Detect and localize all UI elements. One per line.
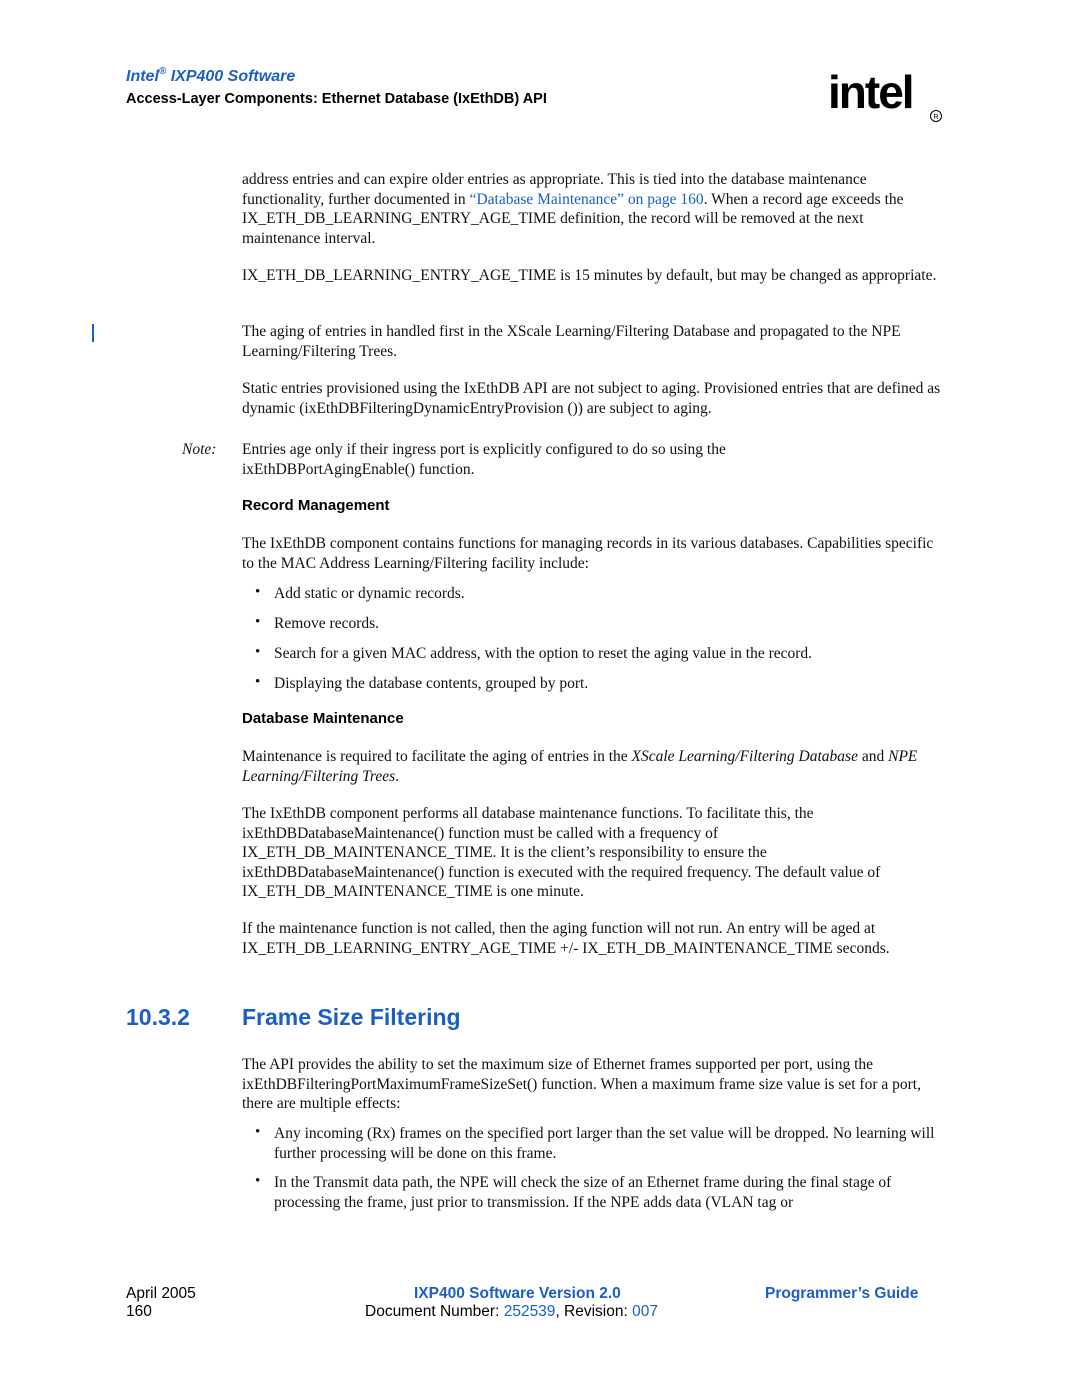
paragraph-maintenance-not-called: If the maintenance function is not called, then the aging function will not run. An entry will be aged at IX_ETH_DB_LEARNING_ENTRY_AGE_TIME +/- IX_ETH_DB_MAINTENANCE_TIME seconds. [242, 920, 890, 957]
bullet-icon: • [255, 584, 261, 600]
footer-document-number: Document Number: 252539, Revision: 007 [365, 1303, 658, 1320]
paragraph-aging-order: The aging of entries in handled first in the XScale Learning/Filtering Database and propagated to the NPE Learning/Filtering Trees. [242, 323, 901, 360]
paragraph-aging-intro: address entries and can expire older entries as appropriate. This is tied into the database maintenance functionality, further documented in “Database Maintenance” on page 160. When a record age exceeds the IX_ETH_DB_LEARNING_ENTRY_AGE_TIME definition, the record will be removed at the next maintenance interval. [242, 171, 904, 247]
footer-guide-title: Programmer’s Guide [765, 1285, 919, 1302]
note-label: Note: [182, 441, 217, 458]
bullet-icon: • [255, 1124, 261, 1140]
logo-registered: R [933, 114, 939, 121]
bullet-icon: • [255, 1173, 261, 1189]
header-brand [126, 68, 295, 86]
paragraph-frame-size-intro: The API provides the ability to set the maximum size of Ethernet frames supported per port, using the ixEthDBFilteringPortMaximumFrameSizeSet() function. When a maximum frame size value is set for a port, there are multiple effects: [242, 1056, 921, 1112]
section-title: Frame Size Filtering [242, 1004, 461, 1030]
registered-mark: ® [158, 66, 167, 77]
heading-record-management: Record Management [242, 497, 390, 514]
paragraph-maintenance-required: Maintenance is required to facilitate the aging of entries in the XScale Learning/Filtering Database and NPE Learning/Filtering Trees. [242, 748, 918, 785]
list-item: Remove records. [274, 615, 380, 632]
link-database-maintenance[interactable]: “Database Maintenance” on page 160 [469, 190, 704, 208]
brand-prefix: Intel [126, 68, 159, 85]
footer-version: IXP400 Software Version 2.0 [414, 1285, 621, 1302]
footer-date: April 2005 [126, 1285, 196, 1302]
logo-text: intel [828, 66, 913, 118]
brand-product: IXP400 Software [166, 68, 296, 85]
list-item: In the Transmit data path, the NPE will check the size of an Ethernet frame during the final stage of processing the frame, just prior to transmission. If the NPE adds data (VLAN tag or [274, 1174, 892, 1211]
list-item: Add static or dynamic records. [274, 585, 465, 602]
header-subtitle: Access-Layer Components: Ethernet Database (IxEthDB) API [126, 91, 547, 107]
heading-database-maintenance: Database Maintenance [242, 710, 404, 727]
footer-page-number: 160 [126, 1303, 152, 1320]
bullet-icon: • [255, 614, 261, 630]
bullet-icon: • [255, 674, 261, 690]
intel-logo [828, 64, 948, 134]
list-item: Displaying the database contents, grouped by port. [274, 675, 589, 692]
change-bar [92, 324, 94, 342]
note-text: Entries age only if their ingress port is explicitly configured to do so using the ixEthDBPortAgingEnable() function. [242, 441, 726, 478]
bullet-icon: • [255, 644, 261, 660]
list-item: Any incoming (Rx) frames on the specified port larger than the set value will be dropped. No learning will further processing will be done on this frame. [274, 1125, 935, 1162]
paragraph-record-management: The IxEthDB component contains functions for managing records in its various databases. Capabilities specific to the MAC Address Learning/Filtering facility include: [242, 535, 934, 572]
paragraph-age-time-default: IX_ETH_DB_LEARNING_ENTRY_AGE_TIME is 15 minutes by default, but may be changed as appropriate. [242, 267, 937, 284]
paragraph-static-entries: Static entries provisioned using the IxEthDB API are not subject to aging. Provisioned entries that are defined as dynamic (ixEthDBFilteringDynamicEntryProvision ()) are subject to aging. [242, 380, 941, 417]
list-item: Search for a given MAC address, with the option to reset the aging value in the record. [274, 645, 813, 662]
paragraph-maintenance-functions: The IxEthDB component performs all database maintenance functions. To facilitate this, the ixEthDBDatabaseMaintenance() function must be called with a frequency of IX_ETH_DB_MAINTENANCE_TIME. It is the client’s responsibility to ensure the ixEthDBDatabaseMaintenance() function is executed with the required frequency. The default value of IX_ETH_DB_MAINTENANCE_TIME is one minute. [242, 805, 881, 900]
section-number: 10.3.2 [126, 1004, 190, 1030]
